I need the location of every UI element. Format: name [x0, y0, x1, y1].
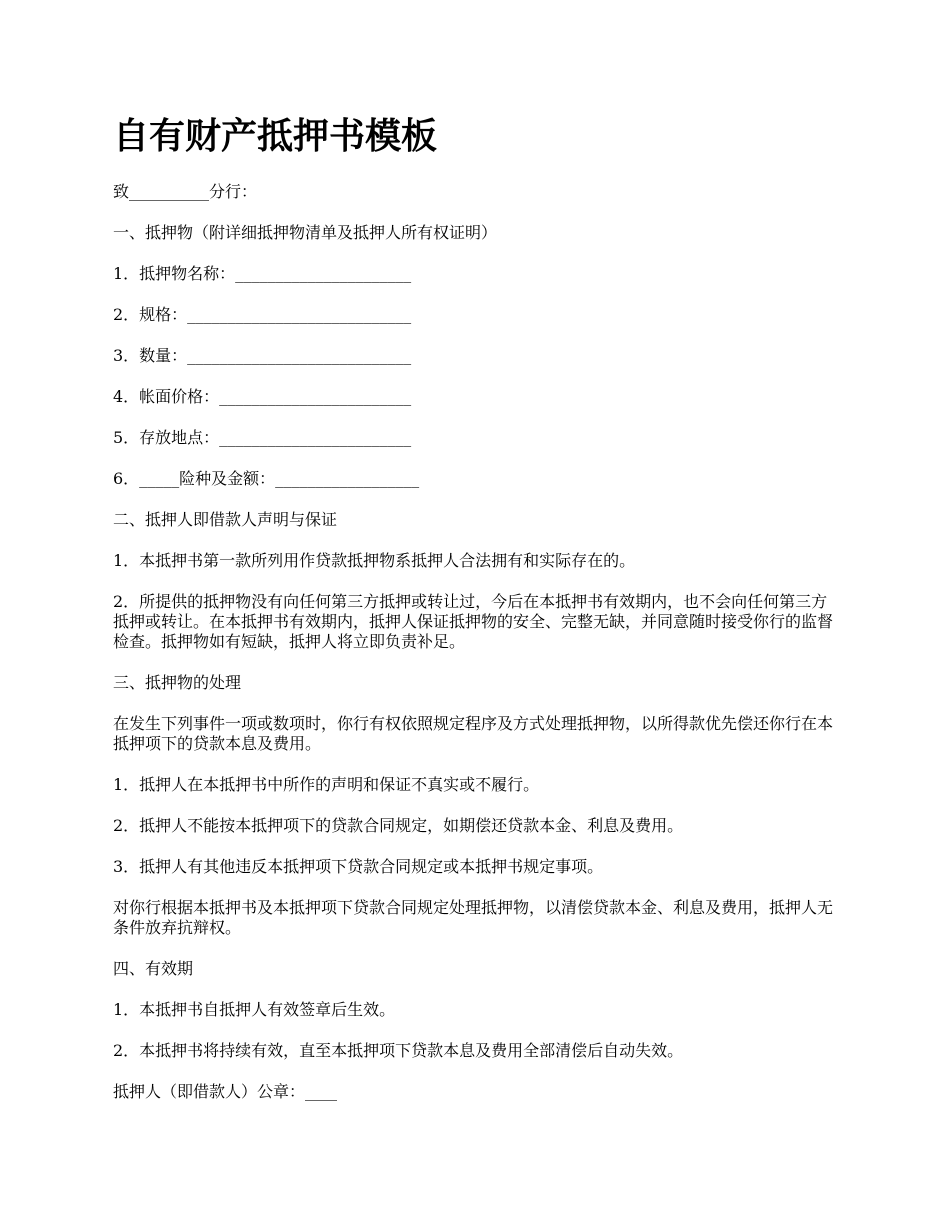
declaration-item-2: 2．所提供的抵押物没有向任何第三方抵押或转让过，今后在本抵押书有效期内，也不会向任何第三方抵押或转让。在本抵押书有效期内，抵押人保证抵押物的安全、完整无缺，并同意随时接受你行的监督检查。抵押物如有短缺，抵押人将立即负责补足。 — [113, 592, 834, 651]
field-book-value: 4．帐面价格：________________________ — [113, 387, 412, 406]
section-heading-declaration: 二、抵押人即借款人声明与保证 — [113, 510, 338, 529]
document-title: 自有财产抵押书模板 — [113, 116, 438, 157]
disposal-item-1: 1．抵押人在本抵押书中所作的声明和保证不真实或不履行。 — [113, 775, 540, 794]
validity-item-2: 2．本抵押书将持续有效，直至本抵押项下贷款本息及费用全部清偿后自动失效。 — [113, 1041, 684, 1060]
section-heading-disposal: 三、抵押物的处理 — [113, 673, 242, 692]
field-collateral-name: 1．抵押物名称：______________________ — [113, 264, 412, 283]
section-heading-validity: 四、有效期 — [113, 959, 194, 978]
document-page — [113, 112, 843, 1123]
field-quantity: 3．数量：____________________________ — [113, 346, 412, 365]
addressee-line: 致__________分行： — [113, 182, 258, 201]
validity-item-1: 1．本抵押书自抵押人有效签章后生效。 — [113, 1000, 396, 1019]
declaration-item-1: 1．本抵押书第一款所列用作贷款抵押物系抵押人合法拥有和实际存在的。 — [113, 551, 636, 570]
field-insurance: 6．_____险种及金额：__________________ — [113, 469, 420, 488]
disposal-intro: 在发生下列事件一项或数项时，你行有权依照规定程序及方式处理抵押物，以所得款优先偿还你行在本抵押项下的贷款本息及费用。 — [113, 714, 834, 753]
disposal-item-3: 3．抵押人有其他违反本抵押项下贷款合同规定或本抵押书规定事项。 — [113, 857, 604, 876]
section-heading-collateral: 一、抵押物（附详细抵押物清单及抵押人所有权证明） — [113, 223, 498, 242]
signature-line: 抵押人（即借款人）公章：____ — [113, 1082, 338, 1101]
field-storage-location: 5．存放地点：________________________ — [113, 428, 412, 447]
disposal-waiver: 对你行根据本抵押书及本抵押项下贷款合同规定处理抵押物，以清偿贷款本金、利息及费用，抵押人无条件放弃抗辩权。 — [113, 898, 834, 937]
field-specification: 2．规格：____________________________ — [113, 305, 412, 324]
disposal-item-2: 2．抵押人不能按本抵押项下的贷款合同规定，如期偿还贷款本金、利息及费用。 — [113, 816, 684, 835]
